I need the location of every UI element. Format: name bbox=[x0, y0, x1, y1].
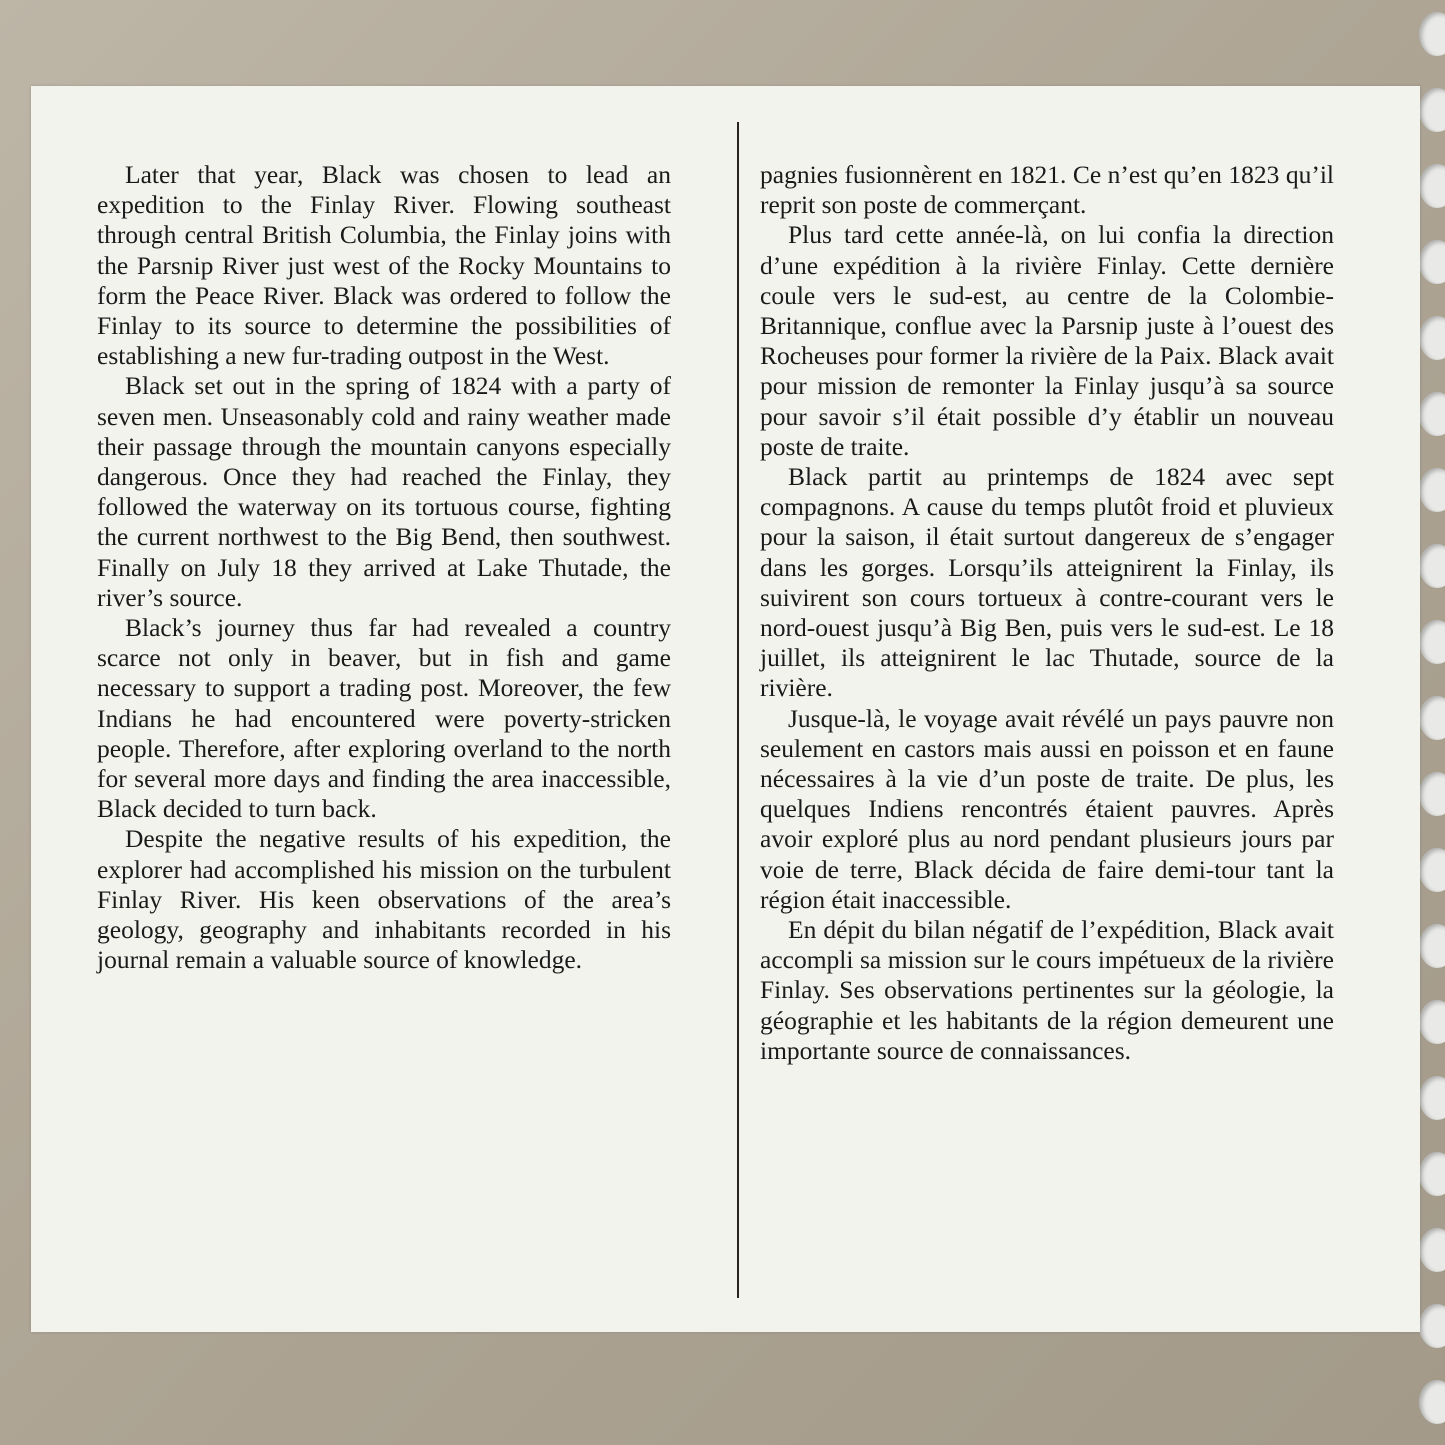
binder-hole bbox=[1419, 924, 1445, 968]
english-paragraph-1: Later that year, Black was chosen to lead an expedition to the Finlay River. Flowing southeast through central British Columbia, the Finlay joins with the Parsnip River just west of the Rocky Mountains to form the Peace River. Black was ordered to follow the Finlay to its source to determine the possibilities of establishing a new fur-trading outpost in the West. bbox=[97, 160, 671, 371]
binder-hole bbox=[1419, 12, 1445, 56]
binder-hole bbox=[1419, 1076, 1445, 1120]
english-paragraph-3: Black’s journey thus far had revealed a country scarce not only in beaver, but in fish and game necessary to support a trading post. Moreover, the few Indians he had encountered were poverty-stricken people. Therefore, after exploring overland to the north for several more days and finding the area inaccessible, Black decided to turn back. bbox=[97, 613, 671, 824]
binder-hole bbox=[1419, 316, 1445, 360]
column-divider bbox=[737, 122, 739, 1298]
binder-hole bbox=[1419, 848, 1445, 892]
english-column bbox=[97, 160, 671, 975]
binder-hole bbox=[1419, 392, 1445, 436]
english-paragraph-4: Despite the negative results of his expedition, the explorer had accomplished his mission on the turbulent Finlay River. His keen observations of the area’s geology, geography and inhabitants recorded in his journal remain a valuable source of knowledge. bbox=[97, 824, 671, 975]
french-paragraph-4: En dépit du bilan négatif de l’expédition, Black avait accompli sa mission sur le cours impétueux de la rivière Finlay. Ses observations pertinentes sur la géologie, la géographie et les habitants de la région demeurent une importante source de connaissances. bbox=[760, 915, 1334, 1065]
french-paragraph-2: Black partit au printemps de 1824 avec sept compagnons. A cause du temps plutôt froid et pluvieux pour la saison, il était surtout dangereux de s’engager dans les gorges. Lorsqu’ils atteignirent la Finlay, ils suivirent son cours tortueux à contre-courant vers le nord-ouest jusqu’à Big Ben, puis vers le sud-est. Le 18 juillet, ils atteignirent le lac Thutade, source de la rivière. bbox=[760, 462, 1334, 703]
document-sheet bbox=[31, 86, 1420, 1332]
french-paragraph-3: Jusque-là, le voyage avait révélé un pays pauvre non seulement en castors mais aussi en poisson et en faune nécessaires à la vie d’un poste de traite. De plus, les quelques Indiens rencontrés étaient pauvres. Après avoir exploré plus au nord pendant plusieurs jours par voie de terre, Black décida de faire demi-tour tant la région était inaccessible. bbox=[760, 703, 1334, 914]
binder-hole bbox=[1419, 696, 1445, 740]
binder-hole bbox=[1419, 468, 1445, 512]
binder-hole bbox=[1419, 164, 1445, 208]
binder-hole bbox=[1419, 240, 1445, 284]
french-continuation: pagnies fusionnèrent en 1821. Ce n’est qu’en 1823 qu’il reprit son poste de commerçant. bbox=[760, 160, 1334, 220]
english-paragraph-2: Black set out in the spring of 1824 with a party of seven men. Unseasonably cold and rainy weather made their passage through the mountain canyons especially dangerous. Once they had reached the Finlay, they followed the waterway on its tortuous course, fighting the current northwest to the Big Bend, then southwest. Finally on July 18 they arrived at Lake Thutade, the river’s source. bbox=[97, 371, 671, 612]
binder-hole bbox=[1419, 544, 1445, 588]
french-paragraph-1: Plus tard cette année-là, on lui confia la direction d’une expédition à la rivière Finlay. Cette dernière coule vers le sud-est, au centre de la Colombie-Britannique, conflue avec la Parsnip juste à l’ouest des Rocheuses pour former la rivière de la Paix. Black avait pour mission de remonter la Finlay jusqu’à sa source pour savoir s’il était possible d’y établir un nouveau poste de traite. bbox=[760, 220, 1334, 461]
binder-hole bbox=[1419, 1380, 1445, 1424]
french-column bbox=[760, 160, 1334, 1066]
binder-hole bbox=[1419, 620, 1445, 664]
binder-hole bbox=[1419, 88, 1445, 132]
binder-hole bbox=[1419, 1000, 1445, 1044]
binder-hole bbox=[1419, 772, 1445, 816]
binder-hole bbox=[1419, 1152, 1445, 1196]
binder-hole bbox=[1419, 1228, 1445, 1272]
binder-hole bbox=[1419, 1304, 1445, 1348]
